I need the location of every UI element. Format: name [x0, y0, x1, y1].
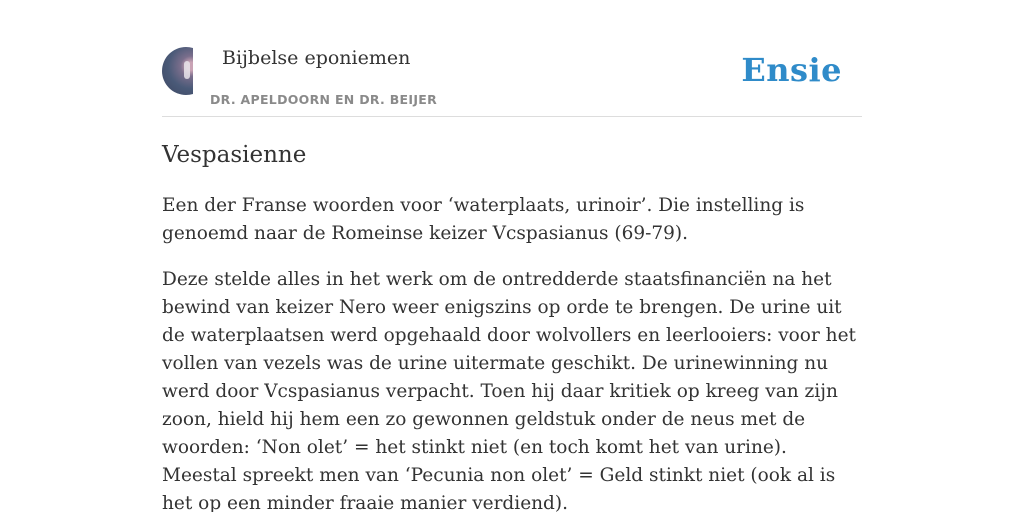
- paragraph: Deze stelde alles in het werk om de ontredderde staatsfinanciën na het bewind van keizer Nero weer enigszins op orde te brengen. De urine uit de waterplaatsen werd opgehaald door wolvollers en leerlooiers: voor het vollen van vezels was de urine uitermate geschikt. De urinewinning nu werd door Vcspasianus verpacht. Toen hij daar kritiek op kreeg van zijn zoon, hield hij hem een zo gewonnen geldstuk onder de neus met de woorden: ‘Non olet’ = het stinkt niet (en toch komt het van urine). Meestal spreekt men van ‘Pecunia non olet’ = Geld stinkt niet (ook al is het op een minder fraaie manier verdiend).: [162, 269, 856, 512]
- paragraph: Een der Franse woorden voor ‘waterplaats, urinoir’. Die instelling is genoemd naar de Romeinse keizer Vcspasianus (69-79).: [162, 195, 805, 244]
- book-cover-image[interactable]: [162, 47, 193, 95]
- site-logo[interactable]: Ensie: [741, 51, 842, 89]
- book-cover-art: [162, 47, 193, 95]
- entry-title: Vespasienne: [162, 142, 307, 168]
- book-title[interactable]: Bijbelse eponiemen: [222, 47, 411, 69]
- page-header: [162, 46, 862, 117]
- book-authors: DR. APELDOORN EN DR. BEIJER: [210, 92, 438, 107]
- entry-body: [162, 192, 866, 512]
